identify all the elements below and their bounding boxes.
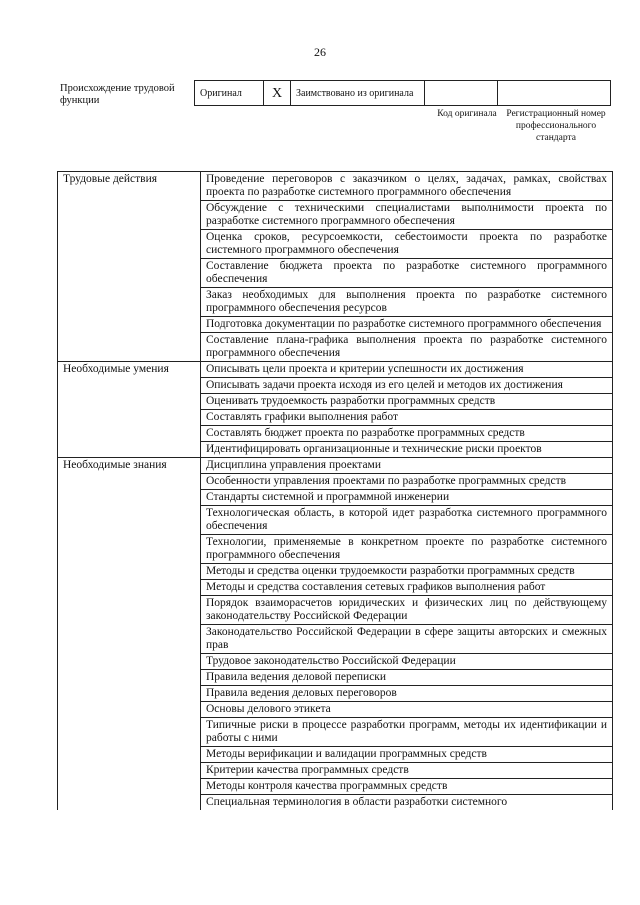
section-title-continued — [58, 230, 201, 259]
original-label: Оригинал — [195, 81, 264, 106]
table-row — [58, 564, 613, 580]
section-title-continued — [58, 317, 201, 333]
section-item: Проведение переговоров с заказчиком о целях, задачах, рамках, свойствах проекта по разработке системного программного обеспечения — [201, 172, 613, 201]
table-row — [58, 458, 613, 474]
section-item: Обсуждение с техническими специалистами выполнимости проекта по разработке системного программного обеспечения — [201, 201, 613, 230]
section-item: Типичные риски в процессе разработки программ, методы их идентификации и работы с ними — [201, 718, 613, 747]
section-item: Технологии, применяемые в конкретном проекте по разработке системного программного обеспечения — [201, 535, 613, 564]
table-row — [58, 378, 613, 394]
table-row — [58, 201, 613, 230]
section-title-continued — [58, 394, 201, 410]
section-item: Идентифицировать организационные и технические риски проектов — [201, 442, 613, 458]
section-item: Подготовка документации по разработке системного программного обеспечения — [201, 317, 613, 333]
section-item: Методы контроля качества программных средств — [201, 779, 613, 795]
table-row — [58, 230, 613, 259]
section-item: Критерии качества программных средств — [201, 763, 613, 779]
section-title-continued — [58, 654, 201, 670]
section-title-continued — [58, 763, 201, 779]
table-row — [58, 718, 613, 747]
section-title-continued — [58, 201, 201, 230]
borrowed-label: Заимствовано из оригинала — [291, 81, 425, 106]
section-title-continued — [58, 410, 201, 426]
section-item: Стандарты системной и программной инженерии — [201, 490, 613, 506]
section-title-continued — [58, 596, 201, 625]
page-number: 26 — [314, 45, 326, 59]
section-title-continued — [58, 490, 201, 506]
table-row — [58, 288, 613, 317]
table-row — [58, 763, 613, 779]
section-item: Заказ необходимых для выполнения проекта по разработке системного программного обеспечения ресурсов — [201, 288, 613, 317]
section-item: Специальная терминология в области разработки системного — [201, 795, 613, 811]
section-title-continued — [58, 535, 201, 564]
section-title-continued — [58, 259, 201, 288]
section-item: Методы верификации и валидации программных средств — [201, 747, 613, 763]
table-row — [58, 702, 613, 718]
section-title-continued — [58, 333, 201, 362]
table-row — [58, 442, 613, 458]
section-title: Необходимые умения — [58, 362, 201, 378]
section-title: Необходимые знания — [58, 458, 201, 474]
section-item: Основы делового этикета — [201, 702, 613, 718]
section-title: Трудовые действия — [58, 172, 201, 201]
section-item: Составление бюджета проекта по разработке системного программного обеспечения — [201, 259, 613, 288]
table-row — [58, 333, 613, 362]
table-row — [58, 172, 613, 201]
section-title-continued — [58, 474, 201, 490]
section-item: Методы и средства оценки трудоемкости разработки программных средств — [201, 564, 613, 580]
section-item: Технологическая область, в которой идет разработка системного программного обеспечения — [201, 506, 613, 535]
section-title-continued — [58, 686, 201, 702]
section-title-continued — [58, 506, 201, 535]
section-title-continued — [58, 625, 201, 654]
table-row — [58, 317, 613, 333]
section-title-continued — [58, 426, 201, 442]
section-title-continued — [58, 718, 201, 747]
table-row — [58, 394, 613, 410]
table-row — [58, 747, 613, 763]
table-row — [58, 259, 613, 288]
table-row — [58, 506, 613, 535]
section-item: Составлять бюджет проекта по разработке программных средств — [201, 426, 613, 442]
original-mark: X — [264, 81, 291, 106]
table-row — [58, 654, 613, 670]
table-row — [58, 779, 613, 795]
table-row — [58, 474, 613, 490]
section-title-continued — [58, 747, 201, 763]
origin-table — [194, 80, 611, 106]
table-row — [58, 596, 613, 625]
table-row — [58, 410, 613, 426]
table-row — [58, 426, 613, 442]
section-title-continued — [58, 580, 201, 596]
section-title-continued — [58, 795, 201, 811]
origin-label: Происхождение трудовой функции — [60, 83, 175, 106]
table-row — [58, 362, 613, 378]
section-title-continued — [58, 564, 201, 580]
labor-function-table — [57, 171, 613, 810]
section-title-continued — [58, 670, 201, 686]
labor-function-body — [58, 172, 613, 811]
table-row — [58, 580, 613, 596]
table-row — [58, 686, 613, 702]
section-title-continued — [58, 779, 201, 795]
reg-number-cell — [498, 81, 611, 106]
section-item: Трудовое законодательство Российской Федерации — [201, 654, 613, 670]
table-row — [58, 625, 613, 654]
code-original-label: Код оригинала — [437, 109, 497, 119]
table-row — [58, 670, 613, 686]
reg-number-label: Регистрационный номер профессионального стандарта — [506, 109, 606, 143]
section-item: Особенности управления проектами по разработке программных средств — [201, 474, 613, 490]
code-cell — [425, 81, 498, 106]
section-item: Правила ведения деловой переписки — [201, 670, 613, 686]
section-item: Составление плана-графика выполнения проекта по разработке системного программного обеспечения — [201, 333, 613, 362]
section-title-continued — [58, 378, 201, 394]
section-item: Законодательство Российской Федерации в сфере защиты авторских и смежных прав — [201, 625, 613, 654]
section-item: Правила ведения деловых переговоров — [201, 686, 613, 702]
section-title-continued — [58, 702, 201, 718]
section-item: Описывать задачи проекта исходя из его целей и методов их достижения — [201, 378, 613, 394]
table-row — [58, 490, 613, 506]
section-title-continued — [58, 288, 201, 317]
section-title-continued — [58, 442, 201, 458]
section-item: Методы и средства составления сетевых графиков выполнения работ — [201, 580, 613, 596]
table-row — [58, 795, 613, 811]
section-item: Оценивать трудоемкость разработки программных средств — [201, 394, 613, 410]
table-row — [58, 535, 613, 564]
section-item: Составлять графики выполнения работ — [201, 410, 613, 426]
section-item: Оценка сроков, ресурсоемкости, себестоимости проекта по разработке системного программного обеспечения — [201, 230, 613, 259]
section-item: Дисциплина управления проектами — [201, 458, 613, 474]
section-item: Порядок взаиморасчетов юридических и физических лиц по действующему законодательству Российской Федерации — [201, 596, 613, 625]
section-item: Описывать цели проекта и критерии успешности их достижения — [201, 362, 613, 378]
